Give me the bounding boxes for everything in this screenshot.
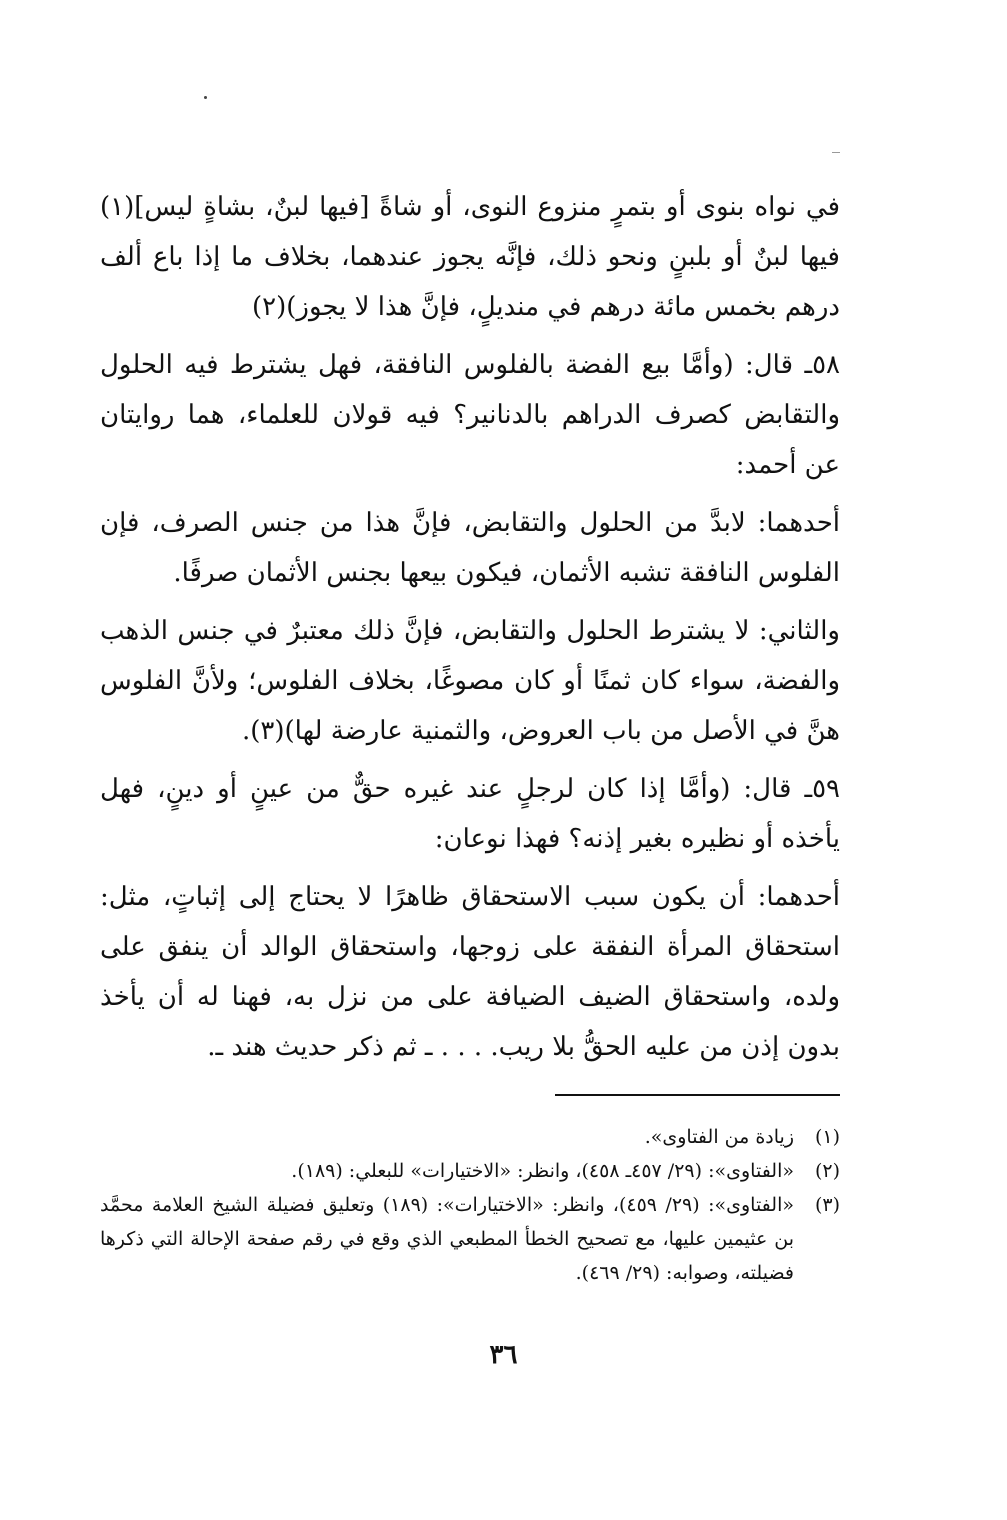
paragraph-6: أحدهما: أن يكون سبب الاستحقاق ظاهرًا لا يحتاج إلى إثباتٍ، مثل: استحقاق المرأة النفقة على زوجها، واستحقاق الوالد أن ينفق على ولده، واستحقاق الضيف الضيافة على من نزل به، فهنا له أن يأخذ بدون إذن من عليه الحقُّ بلا ريب. . . . ـ ثم ذكر حديث هند ـ. — [100, 882, 840, 1062]
main-text — [100, 182, 840, 1080]
paragraph-2: ٥٨ـ قال: (وأمَّا بيع الفضة بالفلوس النافقة، فهل يشترط فيه الحلول والتقابض كصرف الدراهم بالدنانير؟ فيه قولان للعلماء، هما روايتان عن أحمد: — [100, 350, 840, 480]
footnote-text: «الفتاوى»: (٢٩/ ٤٥٧ـ ٤٥٨)، وانظر: «الاختيارات» للبعلي: (١٨٩). — [291, 1160, 794, 1182]
footnote-marker: (٢) — [814, 1160, 840, 1182]
footnote-separator — [555, 1094, 840, 1096]
paragraph-4: والثاني: لا يشترط الحلول والتقابض، فإنَّ ذلك معتبرٌ في جنس الذهب والفضة، سواء كان ثمنًا أو كان مصوغًا، بخلاف الفلوس؛ ولأنَّ الفلوس هنَّ في الأصل من باب العروض، والثمنية عارضة لها)(٣). — [100, 616, 840, 746]
footnote-text: «الفتاوى»: (٢٩/ ٤٥٩)، وانظر: «الاختيارات»: (١٨٩) وتعليق فضيلة الشيخ العلامة محمَّد بن عثيمين عليها، مع تصحيح الخطأ المطبعي الذي وقع في رقم صفحة الإحالة التي ذكرها فضيلته، وصوابه: (٢٩/ ٤٦٩). — [100, 1194, 794, 1284]
paragraph-3: أحدهما: لابدَّ من الحلول والتقابض، فإنَّ هذا من جنس الصرف، فإن الفلوس النافقة تشبه الأثمان، فيكون بيعها بجنس الأثمان صرفًا. — [100, 508, 840, 588]
footnotes — [100, 1120, 840, 1290]
paragraph-1: في نواه بنوى أو بتمرٍ منزوع النوى، أو شاةً [فيها لبنٌ، بشاةٍ ليس](١) فيها لبنٌ أو بلبنٍ ونحو ذلك، فإنَّه يجوز عندهما، بخلاف ما إذا باع ألف درهم بخمس مائة درهم في منديلٍ، فإنَّ هذا لا يجوز)(٢) — [100, 192, 840, 322]
scan-speck — [832, 152, 840, 153]
paragraph-5: ٥٩ـ قال: (وأمَّا إذا كان لرجلٍ عند غيره حقٌّ من عينٍ أو دينٍ، فهل يأخذه أو نظيره بغير إذنه؟ فهذا نوعان: — [100, 774, 841, 854]
page-number: ٣٦ — [489, 1340, 518, 1370]
footnote-3 — [100, 1188, 840, 1290]
scan-speck — [204, 96, 207, 99]
footnote-marker: (٣) — [814, 1194, 840, 1216]
footnote-2 — [100, 1154, 840, 1188]
footnote-text: زيادة من الفتاوى». — [644, 1126, 794, 1148]
footnote-1 — [100, 1120, 840, 1154]
footnote-marker: (١) — [814, 1126, 840, 1148]
